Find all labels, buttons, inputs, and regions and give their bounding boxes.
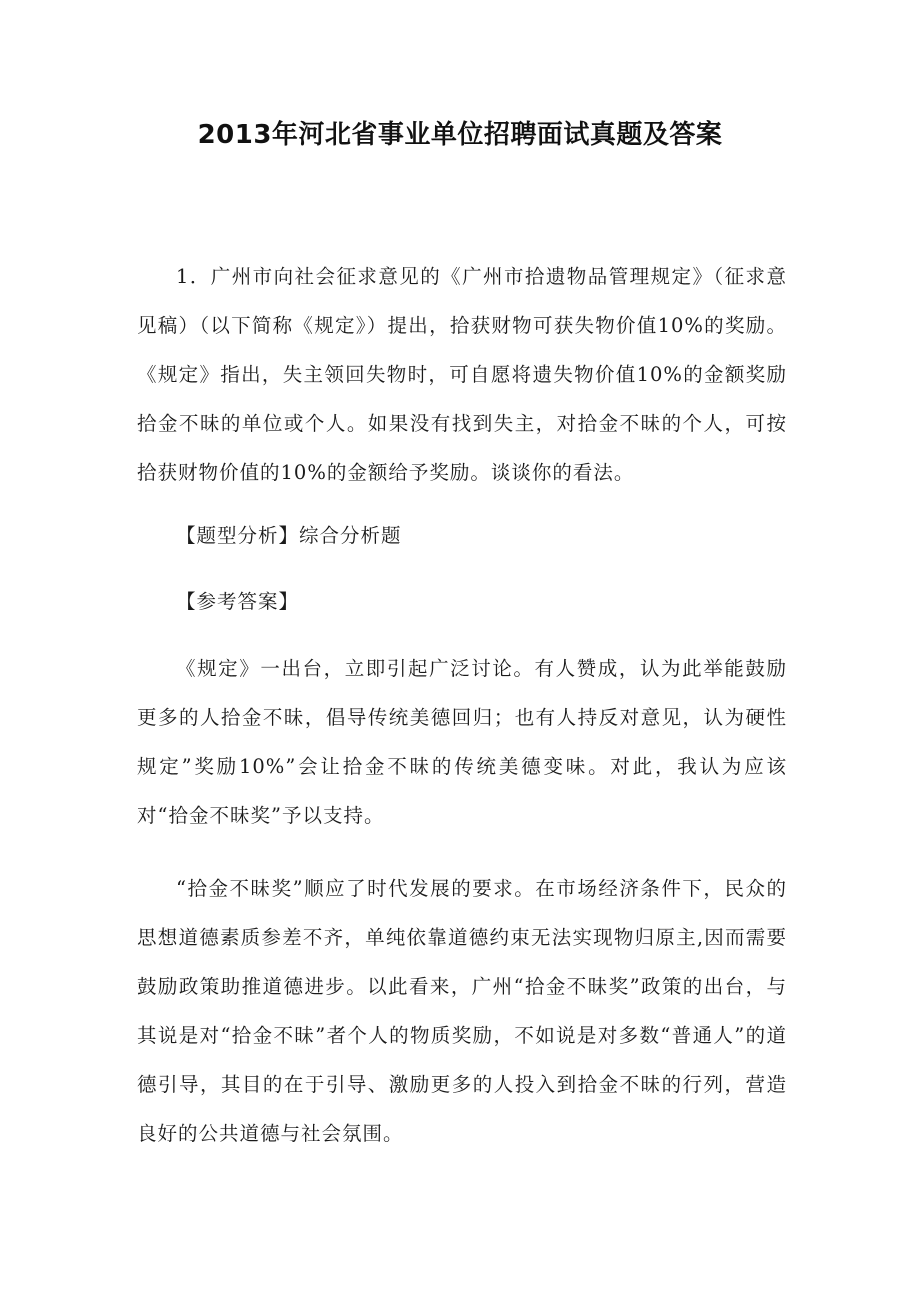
answer-paragraph: “拾金不昧奖”顺应了时代发展的要求。在市场经济条件下，民众的思想道德素质参差不齐，单纯依靠道德约束无法实现物归原主,因而需要鼓励政策助推道德进步。以此看来，广州“拾金不昧奖”政策的出台，与其说是对“拾金不昧”者个人的物质奖励，不如说是对多数“普通人”的道德引导，其目的在于引导、激励更多的人投入到拾金不昧的行列，营造良好的公共道德与社会氛围。: [137, 877, 787, 1145]
question-type-label: 【题型分析】综合分析题: [176, 524, 402, 547]
reference-answer-label: 【参考答案】: [176, 590, 300, 613]
question-paragraph: 1．广州市向社会征求意见的《广州市拾遗物品管理规定》（征求意见稿）（以下简称《规定》）提出，拾获财物可获失物价值10%的奖励。《规定》指出，失主领回失物时，可自愿将遗失物价值10%的金额奖励拾金不昧的单位或个人。如果没有找到失主，对拾金不昧的个人，可按拾获财物价值的10%的金额给予奖励。谈谈你的看法。: [137, 265, 787, 484]
page-title: 2013年河北省事业单位招聘面试真题及答案: [197, 120, 723, 150]
answer-paragraph: 《规定》一出台，立即引起广泛讨论。有人赞成，认为此举能鼓励更多的人拾金不昧，倡导传统美德回归；也有人持反对意见，认为硬性规定”奖励10%”会让拾金不昧的传统美德变味。对此，我认为应该对“拾金不昧奖”予以支持。: [137, 657, 787, 827]
